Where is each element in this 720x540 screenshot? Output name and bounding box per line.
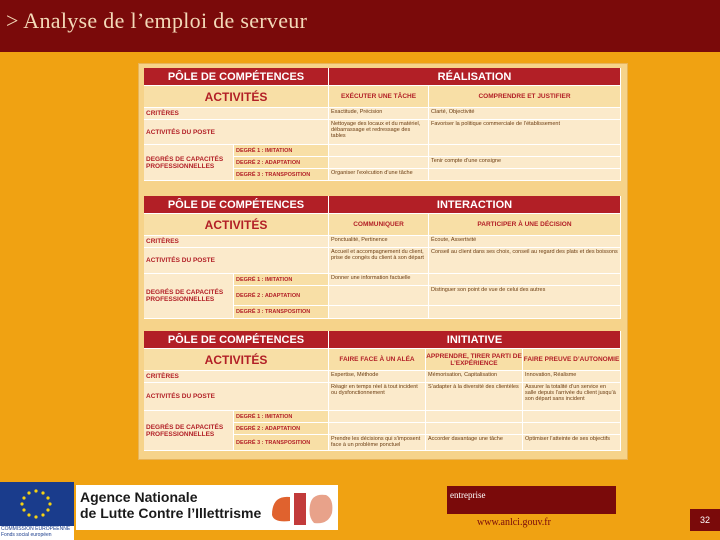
entreprise-box: entreprise [447,486,616,514]
degre-value [426,423,523,435]
col-head: EXÉCUTER UNE TÂCHE [329,86,429,108]
degre-value: Organiser l’exécution d’une tâche [329,169,429,181]
degres-label: DEGRÉS DE CAPACITÉS PROFESSIONNELLES [144,411,234,451]
slide-title: > Analyse de l’emploi de serveur [6,8,308,33]
pole-label: PÔLE DE COMPÉTENCES [144,331,329,349]
activites-poste-label: ACTIVITÉS DU POSTE [144,120,329,145]
degre-value [429,145,621,157]
document-image [138,63,628,460]
pole-name: INITIATIVE [329,331,621,349]
degre-value: Accorder davantage une tâche [426,435,523,451]
block-realisation [144,68,621,181]
activites-poste-label: ACTIVITÉS DU POSTE [144,383,329,411]
pole-name: RÉALISATION [329,68,621,86]
header-bar [0,0,720,52]
criteres-label: CRITÈRES [144,236,329,248]
activites-label: ACTIVITÉS [144,214,329,236]
criteres-value: Expertise, Méthode [329,371,426,383]
col-head: FAIRE FACE À UN ALÉA [329,349,426,371]
criteres-value: Écoute, Assertivité [429,236,621,248]
poste-value: Nettoyage des locaux et du matériel, débarrassage et redressage des tables [329,120,429,145]
degre-value: Prendre les décisions qui s’imposent face à un problème ponctuel [329,435,426,451]
criteres-label: CRITÈRES [144,371,329,383]
col-head: FAIRE PREUVE D’AUTONOMIE [523,349,621,371]
criteres-value: Innovation, Réalisme [523,371,621,383]
anlci-mark-icon [266,485,338,530]
criteres-value: Clarté, Objectivité [429,108,621,120]
degre-label: DEGRÉ 2 : ADAPTATION [234,286,329,306]
criteres-value: Mémorisation, Capitalisation [426,371,523,383]
website-link[interactable]: www.anlci.gouv.fr [477,517,551,528]
degre-value [429,274,621,286]
activites-poste-label: ACTIVITÉS DU POSTE [144,248,329,274]
col-head: PARTICIPER À UNE DÉCISION [429,214,621,236]
poste-value: Conseil au client dans ses choix, conseil au regard des plats et des boissons [429,248,621,274]
degre-label: DEGRÉ 3 : TRANSPOSITION [234,169,329,181]
degre-value [329,145,429,157]
pole-label: PÔLE DE COMPÉTENCES [144,68,329,86]
degres-label: DEGRÉS DE CAPACITÉS PROFESSIONNELLES [144,274,234,319]
degre-label: DEGRÉ 3 : TRANSPOSITION [234,306,329,319]
eu-caption: COMMISSION EUROPÉENNE Fonds social européen [0,526,74,540]
poste-value: S’adapter à la diversité des clientèles [426,383,523,411]
poste-value: Assurer la totalité d’un service en salle depuis l’arrivée du client jusqu’à son départ sans incident [523,383,621,411]
degre-label: DEGRÉ 1 : IMITATION [234,274,329,286]
degre-value: Tenir compte d’une consigne [429,157,621,169]
anlci-name-line: de Lutte Contre l’Illettrisme [80,505,262,521]
degre-label: DEGRÉ 1 : IMITATION [234,411,329,423]
eu-stars-icon [8,486,64,522]
degre-value: Optimiser l’atteinte de ses objectifs [523,435,621,451]
col-head: APPRENDRE, TIRER PARTI DE L’EXPÉRIENCE [426,349,523,371]
anlci-logo [76,485,338,530]
block-interaction [144,196,621,319]
degre-label: DEGRÉ 3 : TRANSPOSITION [234,435,329,451]
page-number: 32 [690,509,720,531]
activites-label: ACTIVITÉS [144,349,329,371]
poste-value: Réagir en temps réel à tout incident ou dysfonctionnement [329,383,426,411]
degre-value: Distinguer son point de vue de celui des autres [429,286,621,306]
degre-label: DEGRÉ 2 : ADAPTATION [234,423,329,435]
degre-value [329,423,426,435]
poste-value: Favoriser la politique commerciale de l’établissement [429,120,621,145]
degre-value [329,286,429,306]
degre-value [429,169,621,181]
degre-value [426,411,523,423]
poste-value: Accueil et accompagnement du client, prise de congés du client à son départ [329,248,429,274]
activites-label: ACTIVITÉS [144,86,329,108]
block-initiative [144,331,621,451]
pole-label: PÔLE DE COMPÉTENCES [144,196,329,214]
degre-value [329,157,429,169]
anlci-name [80,489,261,521]
criteres-value: Exactitude, Précision [329,108,429,120]
degre-label: DEGRÉ 1 : IMITATION [234,145,329,157]
degre-value [329,306,429,319]
degre-value [523,423,621,435]
eu-logo [0,482,74,540]
degre-label: DEGRÉ 2 : ADAPTATION [234,157,329,169]
col-head: COMMUNIQUER [329,214,429,236]
degres-label: DEGRÉS DE CAPACITÉS PROFESSIONNELLES [144,145,234,181]
col-head: COMPRENDRE ET JUSTIFIER [429,86,621,108]
degre-value [523,411,621,423]
criteres-label: CRITÈRES [144,108,329,120]
degre-value [329,411,426,423]
degre-value [429,306,621,319]
criteres-value: Ponctualité, Pertinence [329,236,429,248]
pole-name: INTERACTION [329,196,621,214]
degre-value: Donner une information factuelle [329,274,429,286]
anlci-name-line: Agence Nationale [80,489,198,505]
